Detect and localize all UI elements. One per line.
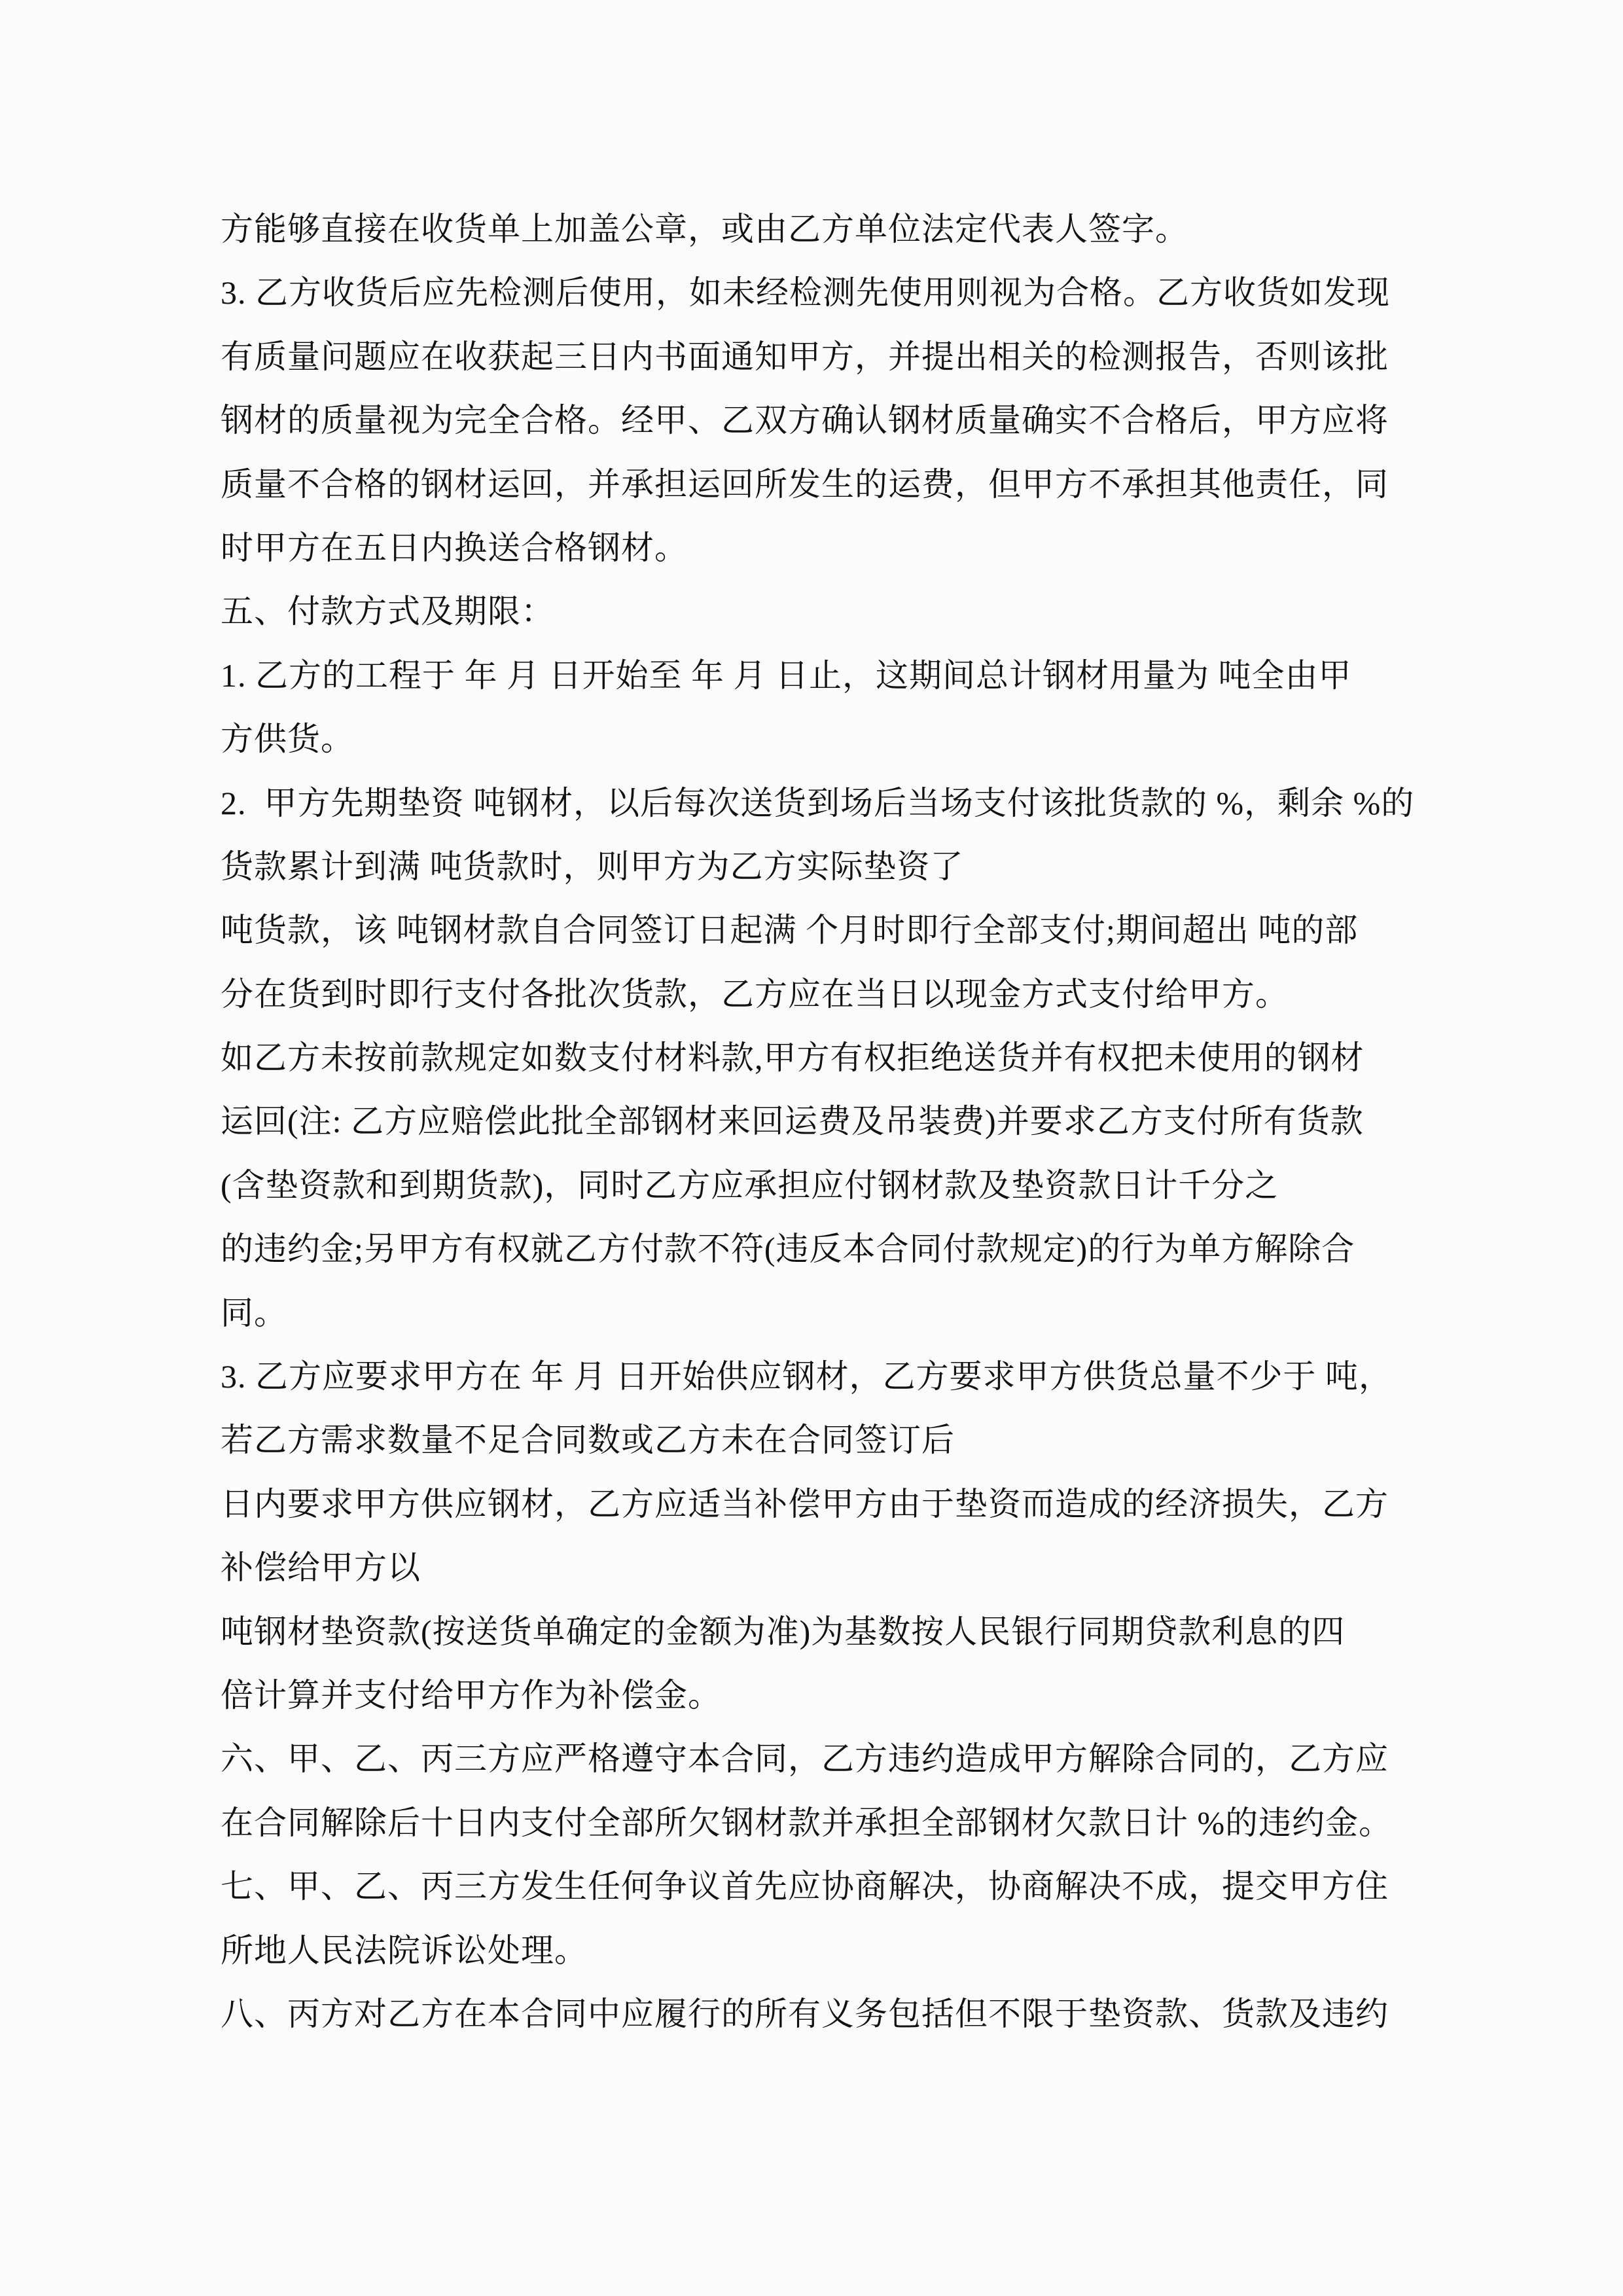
text-line: 的违约金;另甲方有权就乙方付款不符(违反本合同付款规定)的行为单方解除合 [221, 1230, 1355, 1268]
text-line: 2. 甲方先期垫资 吨钢材，以后每次送货到场后当场支付该批货款的 %，剩余 %的 [221, 784, 1415, 821]
section-heading: 五、付款方式及期限： [221, 593, 554, 630]
text-line: 倍计算并支付给甲方作为补偿金。 [221, 1676, 721, 1713]
section-heading: 八、丙方对乙方在本合同中应履行的所有义务包括但不限于垫资款、货款及违约 [221, 1995, 1389, 2032]
section-heading: 七、甲、乙、丙三方发生任何争议首先应协商解决，协商解决不成，提交甲方住 [221, 1868, 1389, 1905]
text-line: 3. 乙方应要求甲方在 年 月 日开始供应钢材，乙方要求甲方供货总量不少于 吨， [221, 1358, 1392, 1395]
text-line: 同。 [221, 1294, 287, 1331]
text-line: 时甲方在五日内换送合格钢材。 [221, 529, 688, 566]
text-line: 钢材的质量视为完全合格。经甲、乙双方确认钢材质量确实不合格后，甲方应将 [221, 402, 1389, 439]
text-line: 质量不合格的钢材运回，并承担运回所发生的运费，但甲方不承担其他责任，同 [221, 465, 1389, 503]
text-line: 在合同解除后十日内支付全部所欠钢材款并承担全部钢材欠款日计 %的违约金。 [221, 1804, 1393, 1841]
text-line: 补偿给甲方以 [221, 1549, 421, 1587]
text-line: 方供货。 [221, 721, 354, 758]
section-heading: 六、甲、乙、丙三方应严格遵守本合同，乙方违约造成甲方解除合同的，乙方应 [221, 1740, 1389, 1778]
text-line: 有质量问题应在收获起三日内书面通知甲方，并提出相关的检测报告，否则该批 [221, 338, 1389, 375]
text-line: 1. 乙方的工程于 年 月 日开始至 年 月 日止，这期间总计钢材用量为 吨全由甲 [221, 656, 1352, 694]
text-line: 吨钢材垫资款(按送货单确定的金额为准)为基数按人民银行同期贷款利息的四 [221, 1613, 1346, 1650]
text-line: 日内要求甲方供应钢材，乙方应适当补偿甲方由于垫资而造成的经济损失，乙方 [221, 1485, 1389, 1522]
text-line: 如乙方未按前款规定如数支付材料款,甲方有权拒绝送货并有权把未使用的钢材 [221, 1039, 1364, 1077]
text-line: 吨货款，该 吨钢材款自合同签订日起满 个月时即行全部支付;期间超出 吨的部 [221, 912, 1359, 949]
text-line: 所地人民法院诉讼处理。 [221, 1931, 588, 1969]
text-line: (含垫资款和到期货款)，同时乙方应承担应付钢材款及垫资款日计千分之 [221, 1166, 1279, 1204]
text-line: 分在货到时即行支付各批次货款，乙方应在当日以现金方式支付给甲方。 [221, 975, 1289, 1013]
text-line: 货款累计到满 吨货款时，则甲方为乙方实际垫资了 [221, 848, 964, 885]
text-line: 3. 乙方收货后应先检测后使用，如未经检测先使用则视为合格。乙方收货如发现 [221, 274, 1390, 312]
text-line: 运回(注: 乙方应赔偿此批全部钢材来回运费及吊装费)并要求乙方支付所有货款 [221, 1103, 1364, 1140]
text-line: 若乙方需求数量不足合同数或乙方未在合同签订后 [221, 1422, 955, 1459]
contract-text-block [221, 198, 1415, 2046]
text-line: 方能够直接在收货单上加盖公章，或由乙方单位法定代表人签字。 [221, 211, 1188, 247]
